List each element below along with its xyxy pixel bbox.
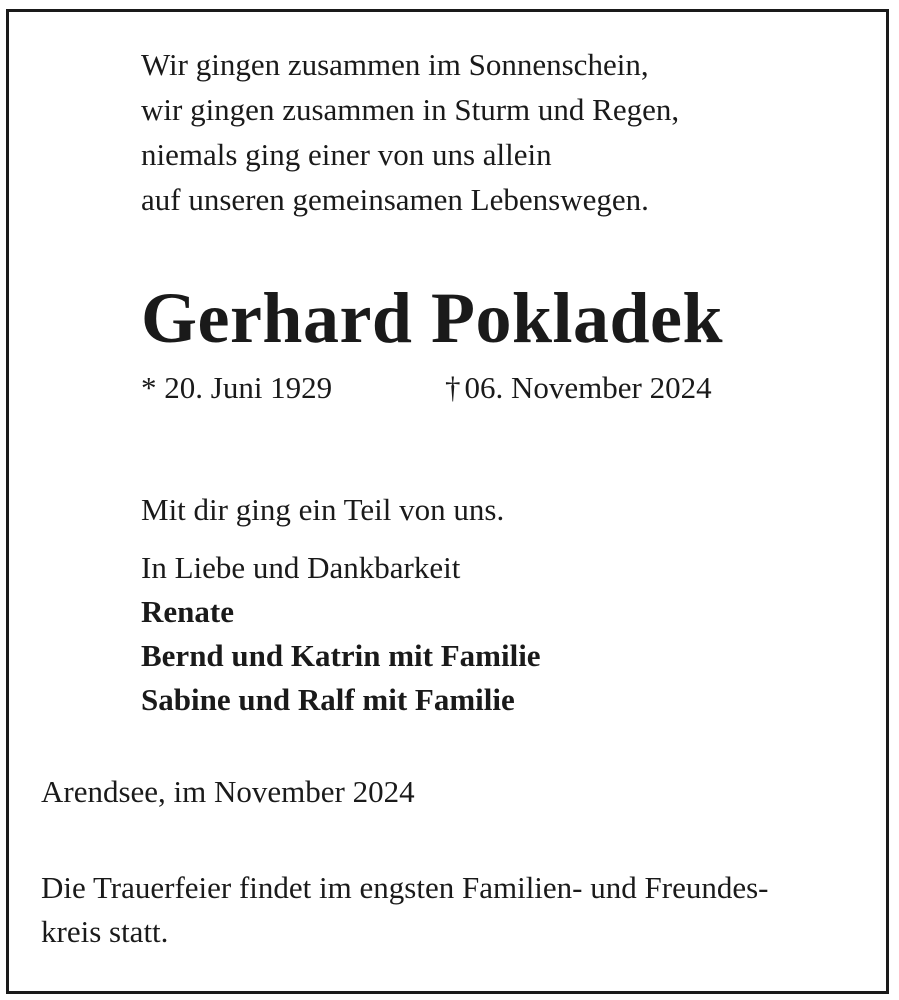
poem-line: auf unseren gemeinsamen Lebenswegen. (141, 182, 649, 217)
mourner-name: Sabine und Ralf mit Familie (141, 682, 515, 717)
ceremony-note (41, 866, 768, 954)
cross-icon: † (445, 370, 461, 405)
mourner-name: Renate (141, 594, 234, 629)
death-date: 06. November 2024 (464, 370, 712, 405)
poem (141, 42, 679, 222)
death-date-line (445, 368, 712, 408)
place-and-date: Arendsee, im November 2024 (41, 774, 415, 809)
ceremony-line: kreis statt. (41, 914, 169, 949)
birth-date: * 20. Juni 1929 (141, 370, 333, 405)
poem-line: Wir gingen zusammen im Sonnenschein, (141, 47, 649, 82)
poem-line: niemals ging einer von uns allein (141, 137, 552, 172)
mourners-intro: In Liebe und Dankbarkeit (141, 550, 461, 585)
ceremony-line: Die Trauerfeier findet im engsten Familien- und Freundes- (41, 870, 769, 905)
mourner-name: Bernd und Katrin mit Familie (141, 638, 541, 673)
deceased-name: Gerhard Pokladek (141, 278, 724, 358)
mourners-block (141, 546, 541, 722)
poem-line: wir gingen zusammen in Sturm und Regen, (141, 92, 680, 127)
farewell-quote: Mit dir ging ein Teil von uns. (141, 492, 505, 527)
